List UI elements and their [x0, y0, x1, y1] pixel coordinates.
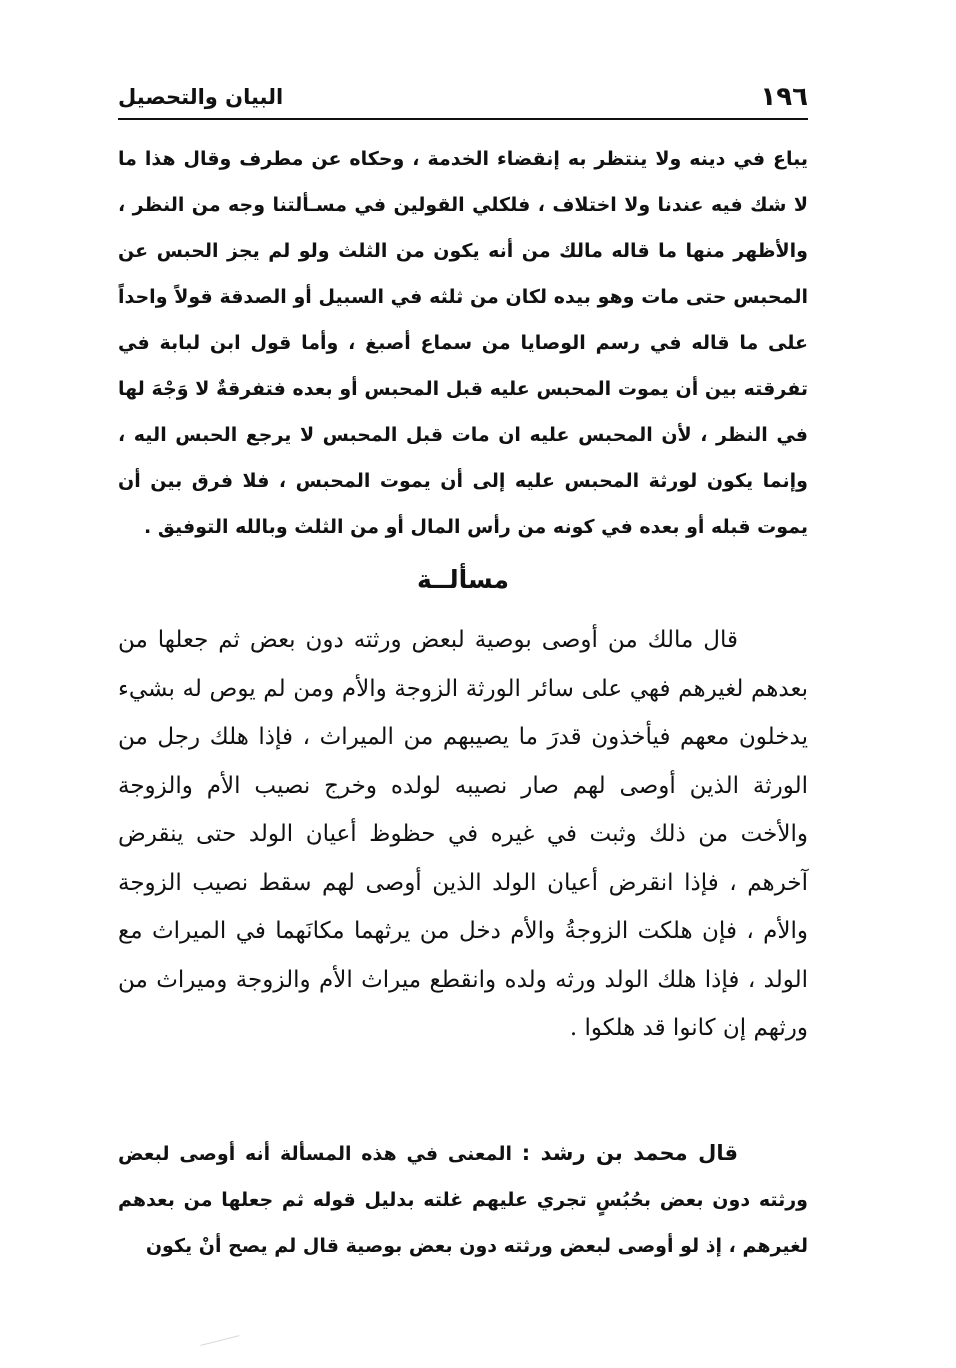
section-heading: مسألــة: [417, 565, 509, 594]
paragraph-ibn-rushd-commentary: [118, 1130, 808, 1269]
scan-mark: [200, 1335, 239, 1346]
paragraph-continuation: يباع في دينه ولا ينتظر به إنقضاء الخدمة ، وحكاه عن مطرف وقال هذا ما لا شك فيه عندنا ولا اختلاف ، فلكلي القولين في مسـألتنا وجه من النظر ، والأظهر منها ما قاله مالك من أنه يكون من الثلث ولو لم يجز الحبس عن المحبس حتى مات وهو بيده لكان من ثلثه في السبيل أو الصدقة قولاً واحداً على ما قاله في رسم الوصايا من سماع أصبغ ، وأما قول ابن لبابة في تفرقته بين أن يموت المحبس عليه قبل المحبس أو بعده فتفرقةٌ لا وَجْهَ لها في النظر ، لأن المحبس عليه ان مات قبل المحبس لا يرجع الحبس اليه ، وإنما يكون لورثة المحبس عليه إلى أن يموت المحبس ، فلا فرق بين أن يموت قبله أو بعده في كونه من رأس المال أو من الثلث وبالله التوفيق .: [118, 148, 808, 538]
commentary-text: المعنى في هذه المسألة أنه أوصى لبعض ورثته دون بعض بحُبُسٍ تجري عليهم غلته بدليل قوله ثم جعلها من بعدهم لغيرهم ، إذ لو أوصى لبعض ورثته دون بعض بوصية قال لم يصح أنْ يكون: [118, 1143, 808, 1257]
book-title: البيان والتحصيل: [118, 85, 284, 109]
running-header: [118, 72, 808, 116]
header-rule: [118, 118, 808, 120]
paragraph-malik-saying: قال مالك من أوصى بوصية لبعض ورثته دون بعض ثم جعلها من بعدهم لغيرهم فهي على سائر الورثة الزوجة والأم ومن لم يوص له بشيء يدخلون معهم فيأخذون قدرَ ما يصيبهم من الميراث ، فإذا هلك رجل من الورثة الذين أوصى لهم صار نصيبه لولده وخرج نصيب الأم والزوجة والأخت من ذلك وثبت في غيره في حظوظ أعيان الولد حتى ينقرض آخرهم ، فإذا انقرض أعيان الولد الذين أوصى لهم سقط نصيب الزوجة والأم ، فإن هلكت الزوجةُ والأم دخل من يرثهما مكانَهما في الميراث مع الولد ، فإذا هلك الولد ورثه ولده وانقطع ميراث الأم والزوجة وميراث من ورثهم إن كانوا قد هلكوا .: [118, 627, 808, 1041]
page-number: ١٩٦: [760, 82, 808, 112]
commentary-speaker: قال محمد بن رشد :: [521, 1141, 738, 1165]
